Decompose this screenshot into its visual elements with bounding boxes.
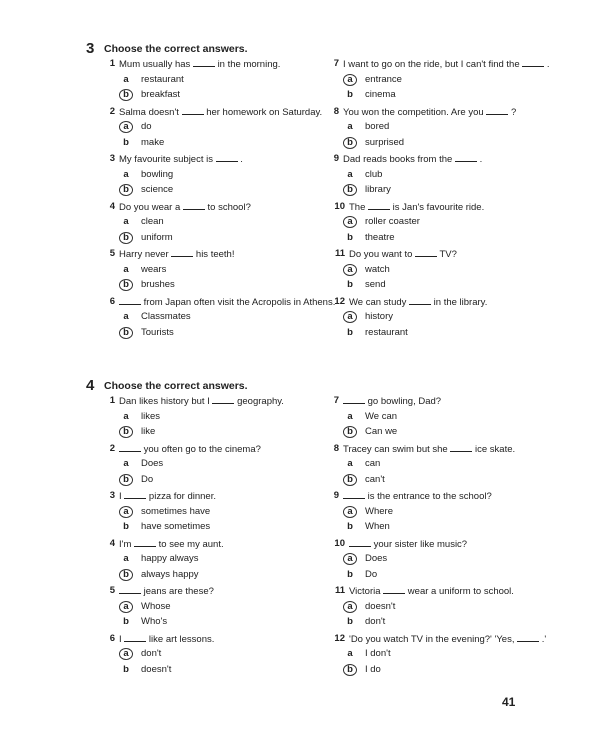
option-letter: b bbox=[347, 521, 353, 533]
circled-option-letter: a bbox=[343, 506, 357, 518]
option-letter: b bbox=[347, 326, 353, 338]
question-text-before: My favourite subject is bbox=[119, 154, 213, 165]
answer-option bbox=[329, 599, 569, 615]
option-letter: b bbox=[347, 231, 353, 243]
option-text: doesn't bbox=[365, 600, 396, 612]
question-number: 7 bbox=[333, 395, 339, 406]
question-item bbox=[105, 584, 345, 630]
question-item bbox=[105, 394, 345, 440]
question-item bbox=[105, 105, 345, 151]
question-number: 1 bbox=[109, 395, 115, 406]
question-item bbox=[105, 489, 345, 535]
answer-option bbox=[105, 262, 345, 278]
question-text bbox=[119, 152, 345, 167]
option-text: happy always bbox=[141, 553, 199, 565]
circled-option-letter: b bbox=[119, 474, 133, 486]
question-text-before: We can study bbox=[349, 296, 407, 308]
question-text bbox=[343, 394, 569, 409]
option-letter: b bbox=[123, 521, 129, 533]
exercise-number: 3 bbox=[86, 40, 95, 57]
exercise-number: 4 bbox=[86, 377, 95, 394]
option-text: Can we bbox=[365, 426, 398, 438]
question-text bbox=[119, 295, 345, 310]
answer-option bbox=[105, 88, 345, 104]
answer-blank bbox=[124, 489, 146, 499]
option-text: bored bbox=[365, 121, 390, 133]
option-text: I do bbox=[365, 663, 381, 675]
answer-blank bbox=[119, 442, 141, 452]
answer-option bbox=[105, 552, 345, 568]
option-text: Do bbox=[365, 568, 378, 580]
option-letter: a bbox=[123, 410, 129, 422]
option-text: Do bbox=[141, 473, 154, 485]
question-text-before: I bbox=[119, 491, 122, 502]
option-text: Does bbox=[365, 553, 388, 565]
option-text: science bbox=[141, 184, 174, 196]
option-letter: b bbox=[347, 279, 353, 291]
circled-option-letter: b bbox=[119, 426, 133, 438]
question-number: 6 bbox=[109, 632, 115, 644]
answer-blank bbox=[450, 442, 472, 452]
option-text: don't bbox=[365, 616, 386, 628]
answer-option bbox=[329, 425, 569, 441]
option-letter: a bbox=[123, 168, 129, 180]
question-number: 9 bbox=[333, 490, 339, 501]
question-text-after: to see my aunt. bbox=[158, 538, 224, 550]
question-item bbox=[329, 632, 569, 678]
question-text bbox=[349, 295, 569, 310]
answer-blank bbox=[343, 394, 365, 404]
answer-blank bbox=[383, 584, 405, 594]
question-text-after: wear a uniform to school. bbox=[407, 586, 514, 597]
answer-option bbox=[329, 615, 569, 631]
circled-option-letter: a bbox=[343, 553, 357, 565]
answer-blank bbox=[415, 247, 437, 257]
option-letter: a bbox=[347, 410, 353, 422]
answer-option bbox=[329, 72, 569, 88]
circled-option-letter: b bbox=[119, 569, 133, 581]
option-letter: a bbox=[347, 458, 353, 470]
question-number: 11 bbox=[334, 248, 345, 259]
answer-option bbox=[329, 135, 569, 151]
exercise-instruction: Choose the correct answers. bbox=[104, 43, 248, 55]
question-item bbox=[105, 442, 345, 488]
option-letter: b bbox=[123, 663, 129, 675]
option-text: restaurant bbox=[141, 73, 184, 85]
question-text-after: pizza for dinner. bbox=[148, 491, 216, 502]
answer-blank bbox=[522, 57, 544, 67]
answer-option bbox=[329, 647, 569, 663]
option-text: make bbox=[141, 136, 165, 148]
question-item bbox=[105, 200, 345, 246]
question-item bbox=[329, 105, 569, 151]
question-item bbox=[329, 295, 569, 341]
answer-option bbox=[105, 567, 345, 583]
circled-option-letter: b bbox=[119, 327, 133, 339]
question-text-before: The bbox=[349, 201, 366, 213]
question-text-after: is Jan's favourite ride. bbox=[392, 201, 485, 213]
question-text-after: like art lessons. bbox=[148, 633, 215, 645]
answer-option bbox=[105, 167, 345, 183]
question-number: 12 bbox=[334, 295, 345, 307]
question-column-left bbox=[105, 57, 345, 342]
option-text: Where bbox=[365, 505, 393, 517]
answer-option bbox=[105, 325, 345, 341]
answer-option bbox=[105, 457, 345, 473]
answer-blank bbox=[119, 584, 141, 594]
question-item bbox=[105, 295, 345, 341]
option-letter: a bbox=[123, 311, 129, 323]
question-text-before: Harry never bbox=[119, 249, 169, 260]
circled-option-letter: a bbox=[119, 506, 133, 518]
answer-option bbox=[105, 215, 345, 231]
question-number: 1 bbox=[109, 58, 115, 69]
option-text: send bbox=[365, 279, 386, 291]
question-text-after: jeans are these? bbox=[143, 586, 214, 597]
question-text-before: Victoria bbox=[349, 586, 381, 597]
answer-option bbox=[329, 183, 569, 199]
question-item bbox=[105, 632, 345, 678]
option-text: Tourists bbox=[141, 326, 174, 338]
question-number: 6 bbox=[109, 295, 115, 307]
answer-option bbox=[329, 409, 569, 425]
question-column-right bbox=[329, 57, 569, 342]
option-text: like bbox=[141, 426, 156, 438]
circled-option-letter: b bbox=[343, 664, 357, 676]
question-text-after: is the entrance to the school? bbox=[367, 491, 492, 502]
answer-blank bbox=[124, 632, 146, 642]
answer-option bbox=[329, 457, 569, 473]
option-text: do bbox=[141, 121, 152, 133]
question-number: 2 bbox=[109, 105, 115, 117]
circled-option-letter: b bbox=[343, 426, 357, 438]
question-text bbox=[349, 632, 569, 647]
answer-option bbox=[105, 520, 345, 536]
answer-blank bbox=[343, 489, 365, 499]
question-number: 11 bbox=[334, 585, 345, 596]
answer-option bbox=[105, 409, 345, 425]
question-text-after: ice skate. bbox=[475, 443, 516, 455]
circled-option-letter: a bbox=[119, 601, 133, 613]
question-text-after: geography. bbox=[237, 396, 284, 407]
answer-option bbox=[329, 167, 569, 183]
question-text-after: to school? bbox=[207, 201, 251, 213]
circled-option-letter: b bbox=[343, 137, 357, 149]
question-text-after: your sister like music? bbox=[373, 538, 468, 550]
page-number: 41 bbox=[502, 695, 516, 709]
circled-option-letter: a bbox=[119, 121, 133, 133]
question-item bbox=[105, 57, 345, 103]
question-item bbox=[329, 584, 569, 630]
question-number: 10 bbox=[334, 537, 345, 549]
option-text: We can bbox=[365, 410, 398, 422]
option-text: cinema bbox=[365, 89, 396, 101]
answer-blank bbox=[134, 537, 156, 547]
option-text: Classmates bbox=[141, 311, 191, 323]
option-text: don't bbox=[141, 648, 162, 660]
question-number: 3 bbox=[109, 490, 115, 501]
option-text: When bbox=[365, 521, 390, 533]
option-letter: a bbox=[123, 73, 129, 85]
question-item bbox=[329, 489, 569, 535]
question-number: 10 bbox=[334, 200, 345, 212]
option-text: breakfast bbox=[141, 89, 181, 101]
option-letter: a bbox=[123, 263, 129, 275]
option-text: history bbox=[365, 311, 393, 323]
question-text bbox=[119, 489, 345, 504]
answer-blank bbox=[409, 295, 431, 305]
option-letter: a bbox=[123, 216, 129, 228]
question-item bbox=[329, 152, 569, 198]
answer-option bbox=[105, 72, 345, 88]
answer-option bbox=[105, 647, 345, 663]
question-text-before: Salma doesn't bbox=[119, 106, 179, 118]
option-text: library bbox=[365, 184, 391, 196]
answer-option bbox=[105, 183, 345, 199]
question-number: 9 bbox=[333, 153, 339, 164]
circled-option-letter: a bbox=[119, 648, 133, 660]
circled-option-letter: a bbox=[343, 216, 357, 228]
answer-option bbox=[329, 310, 569, 326]
option-letter: a bbox=[347, 168, 353, 180]
question-number: 5 bbox=[109, 248, 115, 259]
question-text-after: .' bbox=[541, 633, 547, 645]
question-text-after: his teeth! bbox=[195, 249, 235, 260]
answer-blank bbox=[182, 105, 204, 115]
option-letter: b bbox=[347, 616, 353, 628]
question-text bbox=[349, 537, 569, 552]
answer-option bbox=[329, 662, 569, 678]
question-text bbox=[119, 394, 345, 409]
question-item bbox=[329, 247, 569, 293]
option-letter: b bbox=[347, 568, 353, 580]
option-text: surprised bbox=[365, 136, 405, 148]
exercise-instruction: Choose the correct answers. bbox=[104, 380, 248, 392]
question-item bbox=[329, 442, 569, 488]
question-text-before: Mum usually has bbox=[119, 59, 191, 70]
question-text-after: you often go to the cinema? bbox=[143, 443, 261, 455]
question-item bbox=[329, 200, 569, 246]
answer-option bbox=[329, 325, 569, 341]
answer-option bbox=[329, 278, 569, 294]
question-text bbox=[343, 489, 569, 504]
question-item bbox=[329, 57, 569, 103]
answer-option bbox=[329, 567, 569, 583]
question-text-before: Dad reads books from the bbox=[343, 154, 453, 165]
answer-blank bbox=[368, 200, 390, 210]
question-text bbox=[119, 442, 345, 457]
option-text: wears bbox=[141, 263, 167, 275]
answer-blank bbox=[455, 152, 477, 162]
option-text: sometimes have bbox=[141, 505, 211, 517]
question-text-before: 'Do you watch TV in the evening?' 'Yes, bbox=[349, 633, 515, 645]
question-item bbox=[105, 247, 345, 293]
option-text: entrance bbox=[365, 73, 402, 85]
option-text: can't bbox=[365, 473, 385, 485]
circled-option-letter: b bbox=[343, 184, 357, 196]
question-number: 8 bbox=[333, 105, 339, 117]
question-text-after: from Japan often visit the Acropolis in Athens. bbox=[143, 296, 336, 308]
question-text bbox=[343, 152, 569, 167]
option-letter: a bbox=[347, 648, 353, 660]
option-text: roller coaster bbox=[365, 216, 420, 228]
answer-option bbox=[329, 120, 569, 136]
option-text: bowling bbox=[141, 168, 174, 180]
circled-option-letter: b bbox=[119, 89, 133, 101]
question-number: 8 bbox=[333, 442, 339, 454]
question-text-after: ? bbox=[510, 106, 517, 118]
answer-blank bbox=[216, 152, 238, 162]
question-text-before: Do you wear a bbox=[119, 201, 181, 213]
option-text: clean bbox=[141, 216, 164, 228]
answer-option bbox=[105, 662, 345, 678]
question-number: 3 bbox=[109, 153, 115, 164]
answer-option bbox=[105, 120, 345, 136]
question-text bbox=[119, 247, 345, 262]
question-column-right bbox=[329, 394, 569, 679]
answer-blank bbox=[183, 200, 205, 210]
option-letter: b bbox=[123, 136, 129, 148]
question-item bbox=[105, 152, 345, 198]
answer-option bbox=[329, 88, 569, 104]
question-number: 2 bbox=[109, 442, 115, 454]
question-text-after: . bbox=[479, 154, 483, 165]
option-text: Whose bbox=[141, 600, 171, 612]
question-number: 5 bbox=[109, 585, 115, 596]
circled-option-letter: a bbox=[343, 74, 357, 86]
option-text: likes bbox=[141, 410, 161, 422]
option-text: can bbox=[365, 458, 381, 470]
option-text: restaurant bbox=[365, 326, 408, 338]
question-text bbox=[349, 200, 569, 215]
question-number: 4 bbox=[109, 537, 115, 549]
answer-blank bbox=[171, 247, 193, 257]
question-number: 4 bbox=[109, 200, 115, 212]
option-letter: a bbox=[123, 458, 129, 470]
question-text bbox=[343, 105, 569, 120]
circled-option-letter: a bbox=[343, 264, 357, 276]
question-number: 7 bbox=[333, 58, 339, 69]
question-text-after: . bbox=[546, 59, 550, 70]
question-column-left bbox=[105, 394, 345, 679]
answer-option bbox=[329, 520, 569, 536]
option-text: doesn't bbox=[141, 663, 172, 675]
option-letter: b bbox=[347, 89, 353, 101]
answer-option bbox=[329, 262, 569, 278]
question-text bbox=[119, 200, 345, 215]
question-text-after: . bbox=[240, 154, 243, 165]
option-letter: a bbox=[347, 121, 353, 133]
question-text-before: I bbox=[119, 633, 122, 645]
circled-option-letter: b bbox=[119, 279, 133, 291]
answer-option bbox=[329, 504, 569, 520]
answer-option bbox=[329, 230, 569, 246]
option-text: uniform bbox=[141, 231, 173, 243]
option-text: always happy bbox=[141, 568, 199, 580]
circled-option-letter: b bbox=[119, 184, 133, 196]
answer-blank bbox=[119, 295, 141, 305]
answer-option bbox=[329, 552, 569, 568]
question-text bbox=[119, 584, 345, 599]
option-text: Does bbox=[141, 458, 164, 470]
answer-option bbox=[329, 215, 569, 231]
question-text bbox=[349, 584, 569, 599]
question-text bbox=[343, 57, 569, 72]
option-text: club bbox=[365, 168, 383, 180]
question-item bbox=[329, 394, 569, 440]
option-text: Who's bbox=[141, 616, 168, 628]
question-text bbox=[119, 632, 345, 647]
answer-option bbox=[105, 504, 345, 520]
option-text: I don't bbox=[365, 648, 391, 660]
answer-option bbox=[105, 599, 345, 615]
answer-option bbox=[329, 472, 569, 488]
option-text: have sometimes bbox=[141, 521, 211, 533]
question-text-before: Dan likes history but I bbox=[119, 396, 210, 407]
question-text bbox=[349, 247, 569, 262]
question-item bbox=[329, 537, 569, 583]
question-text bbox=[119, 105, 345, 120]
question-text-before: You won the competition. Are you bbox=[343, 106, 484, 118]
question-text-before: Tracey can swim but she bbox=[343, 443, 448, 455]
question-text-after: in the library. bbox=[433, 296, 488, 308]
question-text-after: TV? bbox=[439, 249, 457, 260]
question-text bbox=[343, 442, 569, 457]
answer-blank bbox=[193, 57, 215, 67]
answer-option bbox=[105, 135, 345, 151]
answer-blank bbox=[349, 537, 371, 547]
answer-option bbox=[105, 278, 345, 294]
question-text-before: Do you want to bbox=[349, 249, 413, 260]
option-text: theatre bbox=[365, 231, 395, 243]
question-text-after: go bowling, Dad? bbox=[367, 396, 442, 407]
answer-option bbox=[105, 615, 345, 631]
answer-blank bbox=[517, 632, 539, 642]
question-text-after: her homework on Saturday. bbox=[206, 106, 323, 118]
option-letter: b bbox=[123, 616, 129, 628]
option-letter: a bbox=[123, 553, 129, 565]
question-text-before: I want to go on the ride, but I can't find the bbox=[343, 59, 520, 70]
question-text bbox=[119, 537, 345, 552]
option-text: watch bbox=[365, 263, 390, 275]
answer-blank bbox=[486, 105, 508, 115]
question-number: 12 bbox=[334, 632, 345, 644]
answer-option bbox=[105, 425, 345, 441]
question-item bbox=[105, 537, 345, 583]
question-text-before: I'm bbox=[119, 538, 132, 550]
answer-option bbox=[105, 310, 345, 326]
circled-option-letter: a bbox=[343, 311, 357, 323]
answer-option bbox=[105, 472, 345, 488]
circled-option-letter: b bbox=[119, 232, 133, 244]
question-text-after: in the morning. bbox=[217, 59, 281, 70]
answer-blank bbox=[212, 394, 234, 404]
circled-option-letter: b bbox=[343, 474, 357, 486]
answer-option bbox=[105, 230, 345, 246]
option-text: brushes bbox=[141, 279, 175, 291]
circled-option-letter: a bbox=[343, 601, 357, 613]
question-text bbox=[119, 57, 345, 72]
